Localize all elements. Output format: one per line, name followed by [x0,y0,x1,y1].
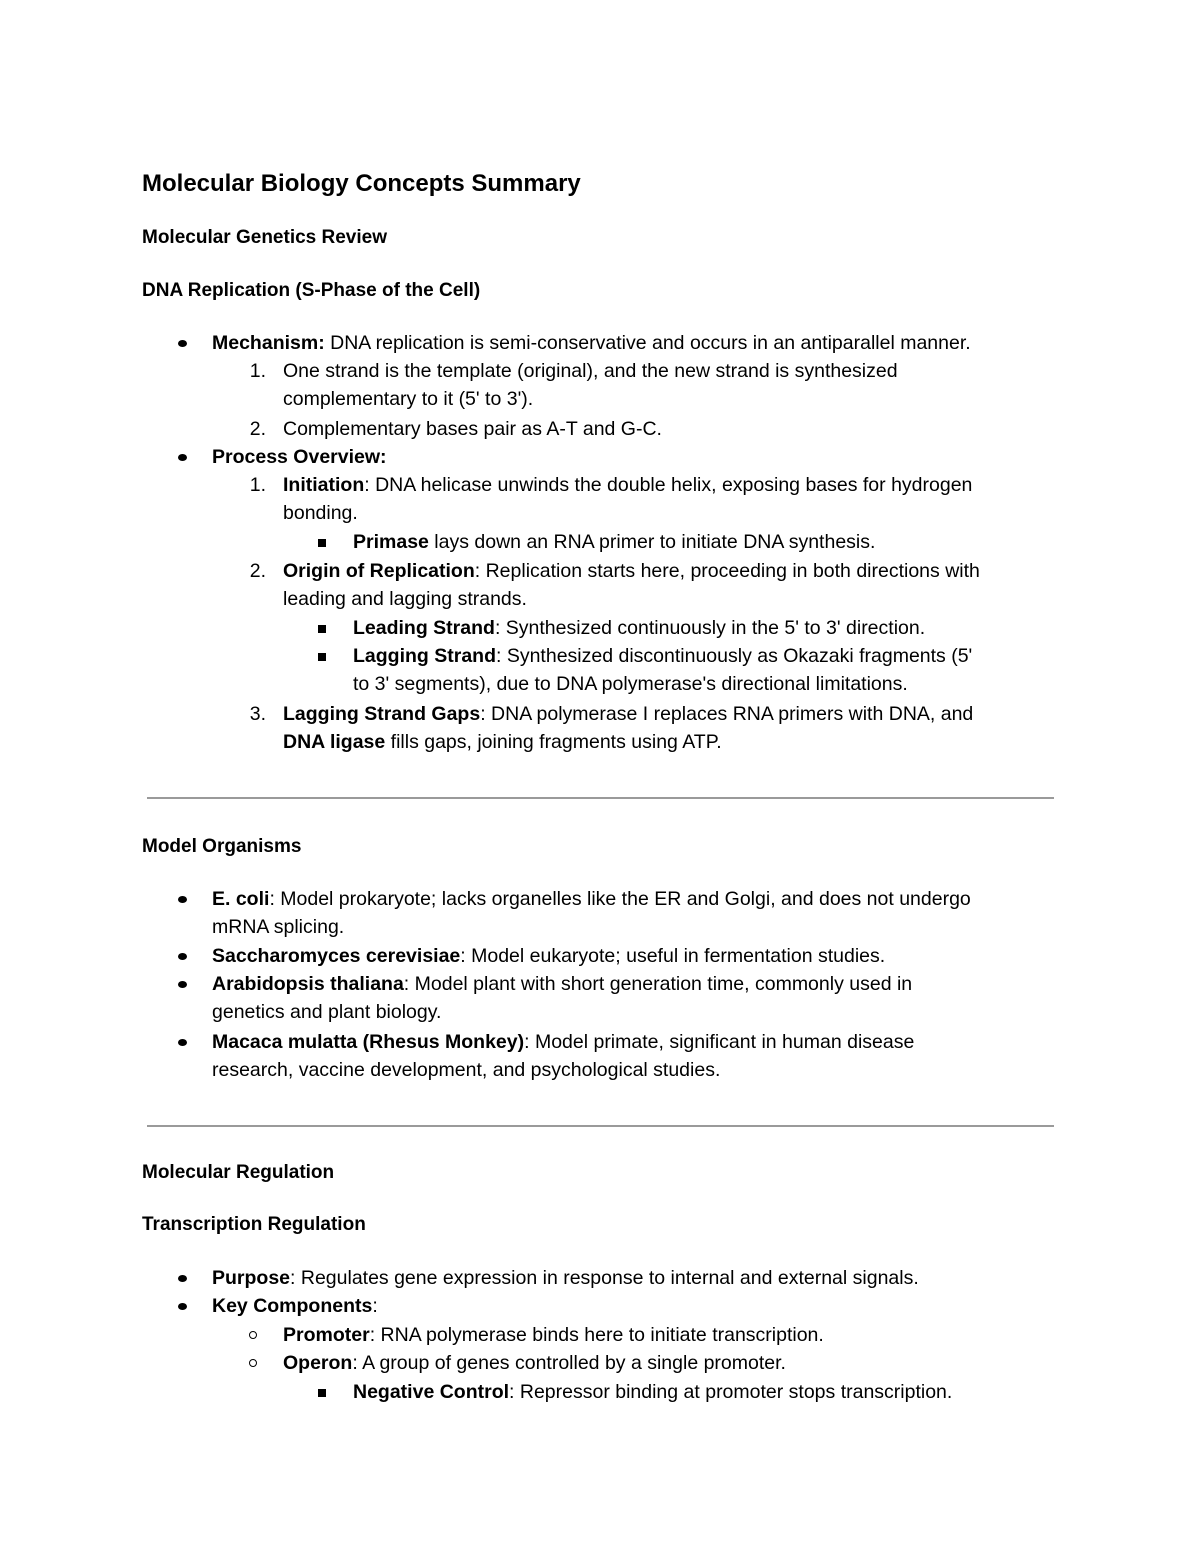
arabidopsis-label: Arabidopsis thaliana [212,973,404,995]
list-item-yeast [212,942,885,970]
macaca-text: : Model primate, significant in human disease [524,1031,915,1053]
macaca-label: Macaca mulatta (Rhesus Monkey) [212,1031,525,1053]
list-item-key-components [212,1292,378,1320]
initiation-label: Initiation [283,474,365,496]
list-item-lagging-gaps-cont [283,728,722,756]
list-item-macaca-cont: research, vaccine development, and psychological studies. [212,1059,721,1081]
lagging-text: : Synthesized discontinuously as Okazaki fragments (5' [496,645,973,667]
list-item-purpose [212,1264,919,1292]
list-number: 2. [249,560,266,582]
key-label: Key Components [212,1295,373,1317]
bullet-icon [178,340,187,347]
yeast-label: Saccharomyces cerevisiae [212,945,461,967]
page-title: Molecular Biology Concepts Summary [142,170,581,197]
list-item-template-strand: One strand is the template (original), and the new strand is synthesized [283,360,898,382]
promoter-label: Promoter [283,1324,370,1346]
operon-label: Operon [283,1352,353,1374]
list-item-initiation-cont: bonding. [283,502,358,524]
list-number: 2. [249,418,266,440]
subsection-heading-transcription: Transcription Regulation [142,1214,366,1235]
primase-label: Primase [353,531,429,553]
list-item-ecoli-cont: mRNA splicing. [212,916,345,938]
list-number: 3. [249,703,266,725]
origin-text: : Replication starts here, proceeding in both directions with [474,560,980,582]
list-item-leading-strand [353,614,925,642]
process-label: Process Overview: [212,446,387,468]
list-number: 1. [249,360,266,382]
primase-text: lays down an RNA primer to initiate DNA synthesis. [428,531,876,553]
key-text: : [372,1295,378,1317]
leading-label: Leading Strand [353,617,495,639]
promoter-text: : RNA polymerase binds here to initiate transcription. [369,1324,824,1346]
lagging-label: Lagging Strand [353,645,496,667]
list-item-primase [353,528,875,556]
section-heading-genetics: Molecular Genetics Review [142,227,387,248]
list-item-ecoli [212,885,971,913]
square-bullet-icon [318,625,326,633]
section-heading-regulation: Molecular Regulation [142,1162,335,1183]
list-item-mechanism [212,329,971,357]
list-item-process-overview [212,443,387,471]
bullet-icon [178,896,187,903]
initiation-text: : DNA helicase unwinds the double helix, exposing bases for hydrogen [364,474,973,496]
negative-text: : Repressor binding at promoter stops transcription. [509,1381,953,1403]
list-item-lagging-gaps [283,700,973,728]
square-bullet-icon [318,653,326,661]
ecoli-text: : Model prokaryote; lacks organelles like the ER and Golgi, and does not undergo [269,888,971,910]
list-item-origin-cont: leading and lagging strands. [283,588,527,610]
list-item-complementary-bases: Complementary bases pair as A-T and G-C. [283,418,662,440]
leading-text: : Synthesized continuously in the 5' to 3' direction. [494,617,926,639]
list-item-arabidopsis [212,970,912,998]
origin-label: Origin of Replication [283,560,475,582]
bullet-icon [178,454,187,461]
bullet-icon [178,981,187,988]
list-item-template-strand-cont: complementary to it (5' to 3'). [283,388,534,410]
list-item-operon [283,1349,786,1377]
negative-label: Negative Control [353,1381,510,1403]
list-item-arabidopsis-cont: genetics and plant biology. [212,1001,442,1023]
square-bullet-icon [318,1389,326,1397]
purpose-label: Purpose [212,1267,291,1289]
subsection-heading-dna-replication: DNA Replication (S-Phase of the Cell) [142,280,481,301]
gaps-label: Lagging Strand Gaps [283,703,481,725]
list-item-origin [283,557,980,585]
mechanism-text: DNA replication is semi-conservative and occurs in an antiparallel manner. [324,332,971,354]
purpose-text: : Regulates gene expression in response to internal and external signals. [290,1267,919,1289]
horizontal-divider [147,1125,1054,1127]
arabidopsis-text: : Model plant with short generation time, commonly used in [403,973,913,995]
list-item-initiation [283,471,972,499]
list-item-promoter [283,1321,824,1349]
bullet-icon [178,1039,187,1046]
list-item-negative-control [353,1378,952,1406]
ligase-text: fills gaps, joining fragments using ATP. [385,731,722,753]
list-item-macaca [212,1028,914,1056]
ligase-label: DNA ligase [283,731,386,753]
mechanism-label: Mechanism: [212,332,325,354]
ecoli-label: E. coli [212,888,270,910]
horizontal-divider [147,797,1054,799]
yeast-text: : Model eukaryote; useful in fermentation studies. [460,945,886,967]
list-number: 1. [249,474,266,496]
gaps-text: : DNA polymerase I replaces RNA primers with DNA, and [480,703,974,725]
hollow-bullet-icon [249,1331,257,1339]
hollow-bullet-icon [249,1359,257,1367]
square-bullet-icon [318,539,326,547]
list-item-lagging-strand-cont: to 3' segments), due to DNA polymerase's directional limitations. [353,673,908,695]
operon-text: : A group of genes controlled by a single promoter. [352,1352,786,1374]
section-heading-model-organisms: Model Organisms [142,836,302,857]
bullet-icon [178,1303,187,1310]
list-item-lagging-strand [353,642,972,670]
bullet-icon [178,1275,187,1282]
bullet-icon [178,953,187,960]
